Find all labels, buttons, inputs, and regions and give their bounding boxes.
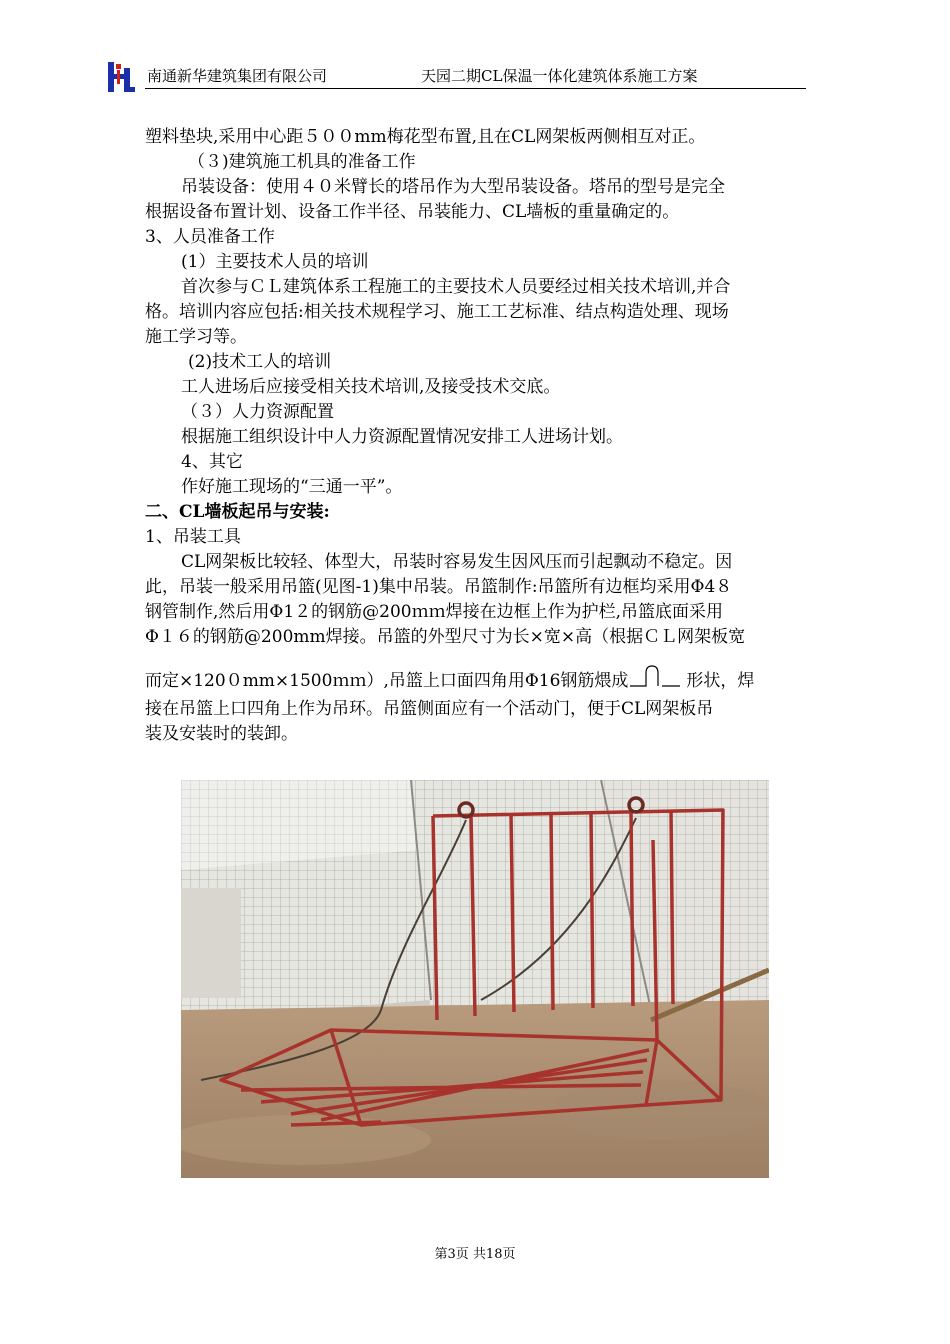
text-line: CL网架板比较轻、体型大，吊装时容易发生因风压而引起飘动不稳定。因 xyxy=(181,552,733,572)
text-line-part: 形状，焊 xyxy=(686,671,755,691)
text-line: 根据设备布置计划、设备工作半径、吊装能力、CL墙板的重量确定的。 xyxy=(145,202,680,222)
section-heading: 3、人员准备工作 xyxy=(145,227,275,247)
text-line: 施工学习等。 xyxy=(145,327,247,347)
text-line: 钢管制作,然后用Φ1２的钢筋@200ｍｍ焊接在边框上作为护栏,吊篮底面采用 xyxy=(145,602,724,622)
text-line: 此，吊装一般采用吊篮(见图-1)集中吊装。吊篮制作:吊篮所有边框均采用Φ4８ xyxy=(145,577,733,597)
lifting-basket-photo xyxy=(181,780,769,1178)
chapter-heading: 二、CL墙板起吊与安装: xyxy=(145,502,330,522)
hook-shape-icon xyxy=(630,664,682,690)
text-line: 接在吊篮上口四角上作为吊环。吊篮侧面应有一个活动门，便于CL网架板吊 xyxy=(145,699,714,719)
header-doc-title: 天园二期CL保温一体化建筑体系施工方案 xyxy=(421,67,698,85)
subsection-heading: （３）人力资源配置 xyxy=(181,402,334,422)
text-line: 吊装设备：使用４０米臂长的塔吊作为大型吊装设备。塔吊的型号是完全 xyxy=(181,177,725,197)
section-heading: 4、其它 xyxy=(181,452,243,472)
subsection-heading: (2)技术工人的培训 xyxy=(188,352,332,372)
text-line: 根据施工组织设计中人力资源配置情况安排工人进场计划。 xyxy=(181,427,623,447)
subsection-heading: （３)建筑施工机具的准备工作 xyxy=(188,152,416,172)
section-heading: 1、吊装工具 xyxy=(145,527,241,547)
text-line: 工人进场后应接受相关技术培训,及接受技术交底。 xyxy=(181,377,561,397)
text-line: Φ１６的钢筋@200mm焊接。吊篮的外型尺寸为长×宽×高（根据ＣＬ网架板宽 xyxy=(145,627,746,647)
text-line: 作好施工现场的“三通一平”。 xyxy=(181,477,403,497)
text-line: 塑料垫块,采用中心距５００mm梅花型布置,且在CL网架板两侧相互对正。 xyxy=(145,127,706,147)
text-line: 首次参与ＣＬ建筑体系工程施工的主要技术人员要经过相关技术培训,并合 xyxy=(181,277,731,297)
subsection-heading: (1）主要技术人员的培训 xyxy=(181,252,369,272)
text-line: 装及安装时的装卸。 xyxy=(145,724,298,744)
text-line-with-hook-shape xyxy=(145,664,810,694)
header-company: 南通新华建筑集团有限公司 xyxy=(147,67,328,85)
text-line: 格。培训内容应包括:相关技术规程学习、施工工艺标准、结点构造处理、现场 xyxy=(145,302,729,322)
company-logo-icon xyxy=(106,60,136,94)
header-rule xyxy=(145,88,806,89)
page-footer: 第3页 共18页 xyxy=(434,1247,516,1262)
text-line-part: 而定×120０mm×1500ｍｍ）,吊篮上口面四角用Φ16钢筋煨成 xyxy=(145,671,629,691)
